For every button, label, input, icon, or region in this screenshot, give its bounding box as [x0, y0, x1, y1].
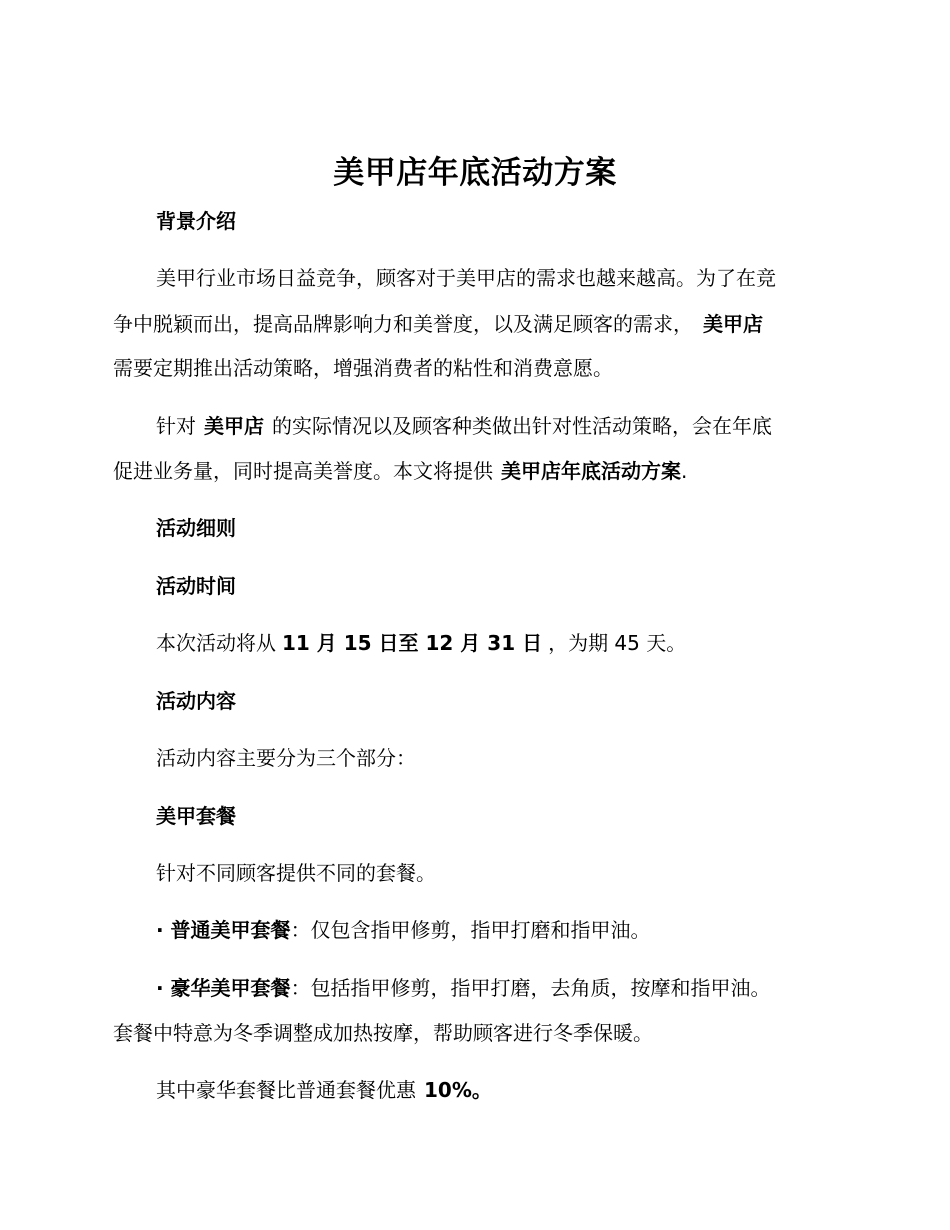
paragraph-content-intro: 活动内容主要分为三个部分： [156, 746, 416, 770]
paragraph-package-intro: 针对不同顾客提供不同的套餐。 [156, 861, 436, 885]
list-item-deluxe-package-line-2: 套餐中特意为冬季调整成加热按摩，帮助顾客进行冬季保暖。 [113, 1021, 653, 1045]
paragraph-discount-note [156, 1075, 492, 1105]
heading-rules: 活动细则 [156, 516, 236, 540]
heading-content: 活动内容 [156, 689, 236, 713]
paragraph-time [156, 628, 686, 658]
text-span: ，为期 45 天。 [548, 631, 687, 655]
text-span: 的实际情况以及顾客种类做出针对性活动策略，会在年底 [272, 414, 772, 438]
package-description: ：仅包含指甲修剪，指甲打磨和指甲油。 [290, 918, 651, 942]
paragraph-background-line-2 [113, 309, 763, 339]
paragraph-strategy-line-2 [113, 456, 687, 486]
paragraph-background-line-3: 需要定期推出活动策略，增强消费者的粘性和消费意愿。 [113, 356, 613, 380]
heading-time: 活动时间 [156, 574, 236, 598]
list-item-basic-package [156, 915, 651, 945]
emphasis-store-name: 美甲店 [703, 312, 763, 336]
heading-package: 美甲套餐 [156, 804, 236, 828]
package-name: · 普通美甲套餐 [156, 918, 291, 942]
text-span: 争中脱颖而出，提高品牌影响力和美誉度，以及满足顾客的需求， [113, 312, 693, 336]
text-span: 本次活动将从 [156, 631, 276, 655]
emphasis-store-name: 美甲店 [204, 414, 264, 438]
emphasis-plan-title: 美甲店年底活动方案 [501, 459, 681, 483]
paragraph-strategy-line-1 [156, 411, 772, 441]
text-span: 其中豪华套餐比普通套餐优惠 [156, 1078, 416, 1102]
text-span: . [681, 459, 688, 483]
package-name: · 豪华美甲套餐 [156, 976, 291, 1000]
emphasis-discount: 10%。 [424, 1078, 492, 1102]
paragraph-background-line-1: 美甲行业市场日益竞争，顾客对于美甲店的需求也越来越高。为了在竞 [156, 266, 776, 290]
heading-background: 背景介绍 [156, 209, 236, 233]
text-span: 促进业务量，同时提高美誉度。本文将提供 [113, 459, 493, 483]
document-title: 美甲店年底活动方案 [333, 155, 617, 191]
emphasis-date-range: 11 月 15 日至 12 月 31 日 [282, 631, 543, 655]
text-span: 针对 [156, 414, 196, 438]
package-description: ：包括指甲修剪，指甲打磨，去角质，按摩和指甲油。 [290, 976, 771, 1000]
list-item-deluxe-package [156, 973, 771, 1003]
